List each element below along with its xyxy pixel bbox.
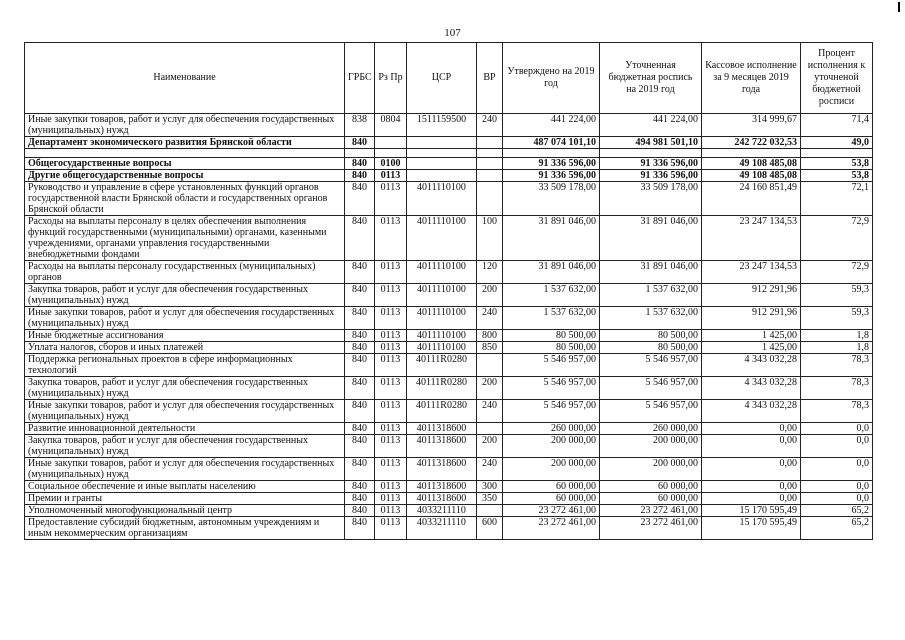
cell-csr: 4011318600 bbox=[407, 423, 477, 435]
table-row bbox=[25, 307, 873, 330]
cell-pct: 0,0 bbox=[801, 423, 873, 435]
spacer-cell bbox=[345, 149, 375, 158]
cell-name: Премии и гранты bbox=[25, 493, 345, 505]
cell-name: Иные закупки товаров, работ и услуг для обеспечения государственных (муниципальных) нужд bbox=[25, 400, 345, 423]
cell-grbs: 840 bbox=[345, 307, 375, 330]
cell-refined: 494 981 501,10 bbox=[600, 137, 702, 149]
cell-name: Закупка товаров, работ и услуг для обеспечения государственных (муниципальных) нужд bbox=[25, 284, 345, 307]
header-grbs: ГРБС bbox=[345, 43, 375, 114]
cell-grbs: 840 bbox=[345, 216, 375, 261]
cell-approved: 91 336 596,00 bbox=[503, 158, 600, 170]
spacer-cell bbox=[375, 149, 407, 158]
cell-refined: 60 000,00 bbox=[600, 493, 702, 505]
cell-vr: 240 bbox=[477, 307, 503, 330]
cell-refined: 5 546 957,00 bbox=[600, 400, 702, 423]
cell-pct: 78,3 bbox=[801, 377, 873, 400]
cell-rzpr: 0113 bbox=[375, 481, 407, 493]
cell-name: Иные бюджетные ассигнования bbox=[25, 330, 345, 342]
cell-vr bbox=[477, 170, 503, 182]
cell-pct: 53,8 bbox=[801, 158, 873, 170]
cell-approved: 260 000,00 bbox=[503, 423, 600, 435]
spacer-cell bbox=[801, 149, 873, 158]
cell-name: Расходы на выплаты персоналу государственных (муниципальных) органов bbox=[25, 261, 345, 284]
cell-csr: 40111R0280 bbox=[407, 377, 477, 400]
cell-name: Поддержка региональных проектов в сфере информационных технологий bbox=[25, 354, 345, 377]
cell-vr bbox=[477, 137, 503, 149]
cell-rzpr: 0100 bbox=[375, 158, 407, 170]
cell-name: Иные закупки товаров, работ и услуг для обеспечения государственных (муниципальных) нужд bbox=[25, 114, 345, 137]
cell-vr: 200 bbox=[477, 377, 503, 400]
cell-refined: 23 272 461,00 bbox=[600, 517, 702, 540]
cell-refined: 200 000,00 bbox=[600, 458, 702, 481]
cell-cash: 0,00 bbox=[702, 481, 801, 493]
spacer-cell bbox=[477, 149, 503, 158]
cell-name: Развитие инновационной деятельности bbox=[25, 423, 345, 435]
cell-vr: 200 bbox=[477, 284, 503, 307]
cell-name: Предоставление субсидий бюджетным, автономным учреждениям и иным некоммерческим организациям bbox=[25, 517, 345, 540]
cell-refined: 31 891 046,00 bbox=[600, 261, 702, 284]
cell-pct: 72,9 bbox=[801, 216, 873, 261]
table-row bbox=[25, 342, 873, 354]
cell-csr: 4011318600 bbox=[407, 493, 477, 505]
cell-vr: 240 bbox=[477, 114, 503, 137]
cell-grbs: 840 bbox=[345, 517, 375, 540]
table-row bbox=[25, 435, 873, 458]
cell-rzpr: 0113 bbox=[375, 342, 407, 354]
table-row bbox=[25, 114, 873, 137]
header-csr: ЦСР bbox=[407, 43, 477, 114]
cell-grbs: 840 bbox=[345, 400, 375, 423]
cell-rzpr: 0804 bbox=[375, 114, 407, 137]
cell-csr: 40111R0280 bbox=[407, 354, 477, 377]
cell-cash: 4 343 032,28 bbox=[702, 400, 801, 423]
cell-csr: 4033211110 bbox=[407, 517, 477, 540]
cell-rzpr: 0113 bbox=[375, 261, 407, 284]
cell-refined: 91 336 596,00 bbox=[600, 170, 702, 182]
cell-approved: 31 891 046,00 bbox=[503, 261, 600, 284]
cell-approved: 200 000,00 bbox=[503, 458, 600, 481]
cell-pct: 0,0 bbox=[801, 493, 873, 505]
cell-rzpr: 0113 bbox=[375, 307, 407, 330]
cell-cash: 15 170 595,49 bbox=[702, 517, 801, 540]
header-refined: Уточненная бюджетная роспись на 2019 год bbox=[600, 43, 702, 114]
cell-name: Департамент экономического развития Брянской области bbox=[25, 137, 345, 149]
cell-pct: 59,3 bbox=[801, 307, 873, 330]
cell-name: Другие общегосударственные вопросы bbox=[25, 170, 345, 182]
cell-cash: 4 343 032,28 bbox=[702, 354, 801, 377]
cell-vr: 240 bbox=[477, 400, 503, 423]
cell-approved: 91 336 596,00 bbox=[503, 170, 600, 182]
cell-rzpr: 0113 bbox=[375, 458, 407, 481]
cell-cash: 0,00 bbox=[702, 458, 801, 481]
cell-rzpr: 0113 bbox=[375, 284, 407, 307]
cell-cash: 24 160 851,49 bbox=[702, 182, 801, 216]
cell-grbs: 840 bbox=[345, 342, 375, 354]
cell-refined: 33 509 178,00 bbox=[600, 182, 702, 216]
cell-vr: 850 bbox=[477, 342, 503, 354]
cell-csr: 4011318600 bbox=[407, 435, 477, 458]
cell-name: Уплата налогов, сборов и иных платежей bbox=[25, 342, 345, 354]
cell-cash: 1 425,00 bbox=[702, 330, 801, 342]
cell-grbs: 840 bbox=[345, 423, 375, 435]
cell-vr bbox=[477, 505, 503, 517]
cell-pct: 59,3 bbox=[801, 284, 873, 307]
cell-rzpr: 0113 bbox=[375, 216, 407, 261]
cell-csr: 1511159500 bbox=[407, 114, 477, 137]
cell-pct: 53,8 bbox=[801, 170, 873, 182]
table-row bbox=[25, 400, 873, 423]
cell-pct: 65,2 bbox=[801, 517, 873, 540]
cell-grbs: 840 bbox=[345, 261, 375, 284]
cell-rzpr: 0113 bbox=[375, 354, 407, 377]
cell-name: Социальное обеспечение и иные выплаты населению bbox=[25, 481, 345, 493]
cell-name: Расходы на выплаты персоналу в целях обеспечения выполнения функций государственными (муниципальными) органами, казенными учреждениями, органами управления государственными внебюджетными фондами bbox=[25, 216, 345, 261]
cell-pct: 49,0 bbox=[801, 137, 873, 149]
cell-cash: 4 343 032,28 bbox=[702, 377, 801, 400]
cell-pct: 71,4 bbox=[801, 114, 873, 137]
cell-vr: 600 bbox=[477, 517, 503, 540]
header-rzpr: Рз Пр bbox=[375, 43, 407, 114]
cell-csr bbox=[407, 137, 477, 149]
table-row bbox=[25, 284, 873, 307]
cell-cash: 912 291,96 bbox=[702, 307, 801, 330]
cell-cash: 49 108 485,08 bbox=[702, 170, 801, 182]
cell-csr bbox=[407, 170, 477, 182]
cell-vr: 120 bbox=[477, 261, 503, 284]
cell-csr: 4011110100 bbox=[407, 216, 477, 261]
cell-approved: 1 537 632,00 bbox=[503, 307, 600, 330]
cell-refined: 5 546 957,00 bbox=[600, 377, 702, 400]
cell-vr: 300 bbox=[477, 481, 503, 493]
header-row bbox=[25, 43, 873, 114]
cell-refined: 80 500,00 bbox=[600, 342, 702, 354]
cell-csr: 4011110100 bbox=[407, 307, 477, 330]
table-row bbox=[25, 158, 873, 170]
spacer-cell bbox=[503, 149, 600, 158]
header-percent: Процент исполнения к уточненой бюджетной росписи bbox=[801, 43, 873, 114]
cell-vr: 200 bbox=[477, 435, 503, 458]
cell-cash: 49 108 485,08 bbox=[702, 158, 801, 170]
cell-rzpr: 0113 bbox=[375, 517, 407, 540]
table-row bbox=[25, 182, 873, 216]
cell-vr: 350 bbox=[477, 493, 503, 505]
cell-approved: 5 546 957,00 bbox=[503, 354, 600, 377]
header-name: Наименование bbox=[25, 43, 345, 114]
cell-csr: 4011110100 bbox=[407, 261, 477, 284]
table-row bbox=[25, 170, 873, 182]
cell-grbs: 840 bbox=[345, 377, 375, 400]
table-row bbox=[25, 517, 873, 540]
edge-mark bbox=[898, 2, 900, 12]
cell-grbs: 840 bbox=[345, 458, 375, 481]
table-row bbox=[25, 458, 873, 481]
cell-approved: 80 500,00 bbox=[503, 330, 600, 342]
cell-cash: 242 722 032,53 bbox=[702, 137, 801, 149]
cell-vr bbox=[477, 423, 503, 435]
cell-rzpr bbox=[375, 137, 407, 149]
cell-csr: 4033211110 bbox=[407, 505, 477, 517]
cell-rzpr: 0113 bbox=[375, 423, 407, 435]
spacer-cell bbox=[600, 149, 702, 158]
cell-rzpr: 0113 bbox=[375, 170, 407, 182]
cell-grbs: 840 bbox=[345, 170, 375, 182]
cell-pct: 78,3 bbox=[801, 400, 873, 423]
cell-rzpr: 0113 bbox=[375, 330, 407, 342]
cell-grbs: 840 bbox=[345, 158, 375, 170]
table-body bbox=[25, 114, 873, 540]
page-number: 107 bbox=[444, 27, 461, 39]
table-row bbox=[25, 481, 873, 493]
cell-refined: 260 000,00 bbox=[600, 423, 702, 435]
cell-vr bbox=[477, 182, 503, 216]
cell-cash: 0,00 bbox=[702, 423, 801, 435]
cell-rzpr: 0113 bbox=[375, 435, 407, 458]
table-row bbox=[25, 423, 873, 435]
cell-grbs: 840 bbox=[345, 435, 375, 458]
cell-grbs: 840 bbox=[345, 493, 375, 505]
cell-rzpr: 0113 bbox=[375, 182, 407, 216]
cell-refined: 1 537 632,00 bbox=[600, 307, 702, 330]
table-row bbox=[25, 377, 873, 400]
cell-pct: 65,2 bbox=[801, 505, 873, 517]
cell-refined: 200 000,00 bbox=[600, 435, 702, 458]
cell-cash: 1 425,00 bbox=[702, 342, 801, 354]
cell-approved: 441 224,00 bbox=[503, 114, 600, 137]
cell-name: Закупка товаров, работ и услуг для обеспечения государственных (муниципальных) нужд bbox=[25, 435, 345, 458]
table-row bbox=[25, 137, 873, 149]
cell-csr bbox=[407, 158, 477, 170]
cell-csr: 4011318600 bbox=[407, 458, 477, 481]
cell-refined: 60 000,00 bbox=[600, 481, 702, 493]
cell-vr: 800 bbox=[477, 330, 503, 342]
cell-csr: 4011318600 bbox=[407, 481, 477, 493]
cell-grbs: 840 bbox=[345, 354, 375, 377]
cell-name: Руководство и управление в сфере установленных функций органов государственной власти Брянской области и государственных органов Брянской области bbox=[25, 182, 345, 216]
cell-vr bbox=[477, 158, 503, 170]
cell-pct: 78,3 bbox=[801, 354, 873, 377]
cell-rzpr: 0113 bbox=[375, 400, 407, 423]
cell-pct: 1,8 bbox=[801, 342, 873, 354]
table-row bbox=[25, 493, 873, 505]
cell-cash: 314 999,67 bbox=[702, 114, 801, 137]
spacer-row bbox=[25, 149, 873, 158]
cell-cash: 23 247 134,53 bbox=[702, 216, 801, 261]
cell-grbs: 840 bbox=[345, 284, 375, 307]
cell-pct: 1,8 bbox=[801, 330, 873, 342]
cell-pct: 0,0 bbox=[801, 435, 873, 458]
cell-approved: 60 000,00 bbox=[503, 493, 600, 505]
cell-refined: 5 546 957,00 bbox=[600, 354, 702, 377]
cell-grbs: 838 bbox=[345, 114, 375, 137]
cell-pct: 72,9 bbox=[801, 261, 873, 284]
cell-csr: 4011110100 bbox=[407, 182, 477, 216]
cell-approved: 487 074 101,10 bbox=[503, 137, 600, 149]
cell-csr: 40111R0280 bbox=[407, 400, 477, 423]
cell-csr: 4011110100 bbox=[407, 342, 477, 354]
cell-cash: 912 291,96 bbox=[702, 284, 801, 307]
cell-cash: 0,00 bbox=[702, 493, 801, 505]
spacer-cell bbox=[407, 149, 477, 158]
cell-refined: 441 224,00 bbox=[600, 114, 702, 137]
cell-grbs: 840 bbox=[345, 330, 375, 342]
budget-table bbox=[24, 42, 873, 540]
cell-rzpr: 0113 bbox=[375, 493, 407, 505]
cell-name: Иные закупки товаров, работ и услуг для обеспечения государственных (муниципальных) нужд bbox=[25, 458, 345, 481]
table-row bbox=[25, 261, 873, 284]
cell-approved: 1 537 632,00 bbox=[503, 284, 600, 307]
cell-approved: 80 500,00 bbox=[503, 342, 600, 354]
cell-name: Закупка товаров, работ и услуг для обеспечения государственных (муниципальных) нужд bbox=[25, 377, 345, 400]
cell-approved: 31 891 046,00 bbox=[503, 216, 600, 261]
cell-approved: 23 272 461,00 bbox=[503, 517, 600, 540]
cell-approved: 33 509 178,00 bbox=[503, 182, 600, 216]
cell-refined: 31 891 046,00 bbox=[600, 216, 702, 261]
header-vr: ВР bbox=[477, 43, 503, 114]
cell-pct: 0,0 bbox=[801, 481, 873, 493]
cell-name: Общегосударственные вопросы bbox=[25, 158, 345, 170]
cell-cash: 15 170 595,49 bbox=[702, 505, 801, 517]
cell-grbs: 840 bbox=[345, 182, 375, 216]
spacer-cell bbox=[702, 149, 801, 158]
header-approved: Утверждено на 2019 год bbox=[503, 43, 600, 114]
header-cash: Кассовое исполнение за 9 месяцев 2019 года bbox=[702, 43, 801, 114]
table-row bbox=[25, 216, 873, 261]
cell-vr bbox=[477, 354, 503, 377]
spacer-cell bbox=[25, 149, 345, 158]
cell-grbs: 840 bbox=[345, 137, 375, 149]
cell-pct: 0,0 bbox=[801, 458, 873, 481]
cell-name: Иные закупки товаров, работ и услуг для обеспечения государственных (муниципальных) нужд bbox=[25, 307, 345, 330]
cell-cash: 0,00 bbox=[702, 435, 801, 458]
cell-refined: 91 336 596,00 bbox=[600, 158, 702, 170]
cell-pct: 72,1 bbox=[801, 182, 873, 216]
cell-rzpr: 0113 bbox=[375, 377, 407, 400]
cell-refined: 1 537 632,00 bbox=[600, 284, 702, 307]
cell-approved: 60 000,00 bbox=[503, 481, 600, 493]
cell-approved: 5 546 957,00 bbox=[503, 400, 600, 423]
cell-vr: 240 bbox=[477, 458, 503, 481]
table-row bbox=[25, 330, 873, 342]
cell-refined: 80 500,00 bbox=[600, 330, 702, 342]
cell-approved: 23 272 461,00 bbox=[503, 505, 600, 517]
cell-cash: 23 247 134,53 bbox=[702, 261, 801, 284]
cell-name: Уполномоченный многофункциональный центр bbox=[25, 505, 345, 517]
cell-grbs: 840 bbox=[345, 505, 375, 517]
cell-approved: 5 546 957,00 bbox=[503, 377, 600, 400]
cell-approved: 200 000,00 bbox=[503, 435, 600, 458]
cell-csr: 4011110100 bbox=[407, 330, 477, 342]
cell-vr: 100 bbox=[477, 216, 503, 261]
cell-grbs: 840 bbox=[345, 481, 375, 493]
cell-refined: 23 272 461,00 bbox=[600, 505, 702, 517]
table-row bbox=[25, 354, 873, 377]
table-row bbox=[25, 505, 873, 517]
cell-csr: 4011110100 bbox=[407, 284, 477, 307]
cell-rzpr: 0113 bbox=[375, 505, 407, 517]
